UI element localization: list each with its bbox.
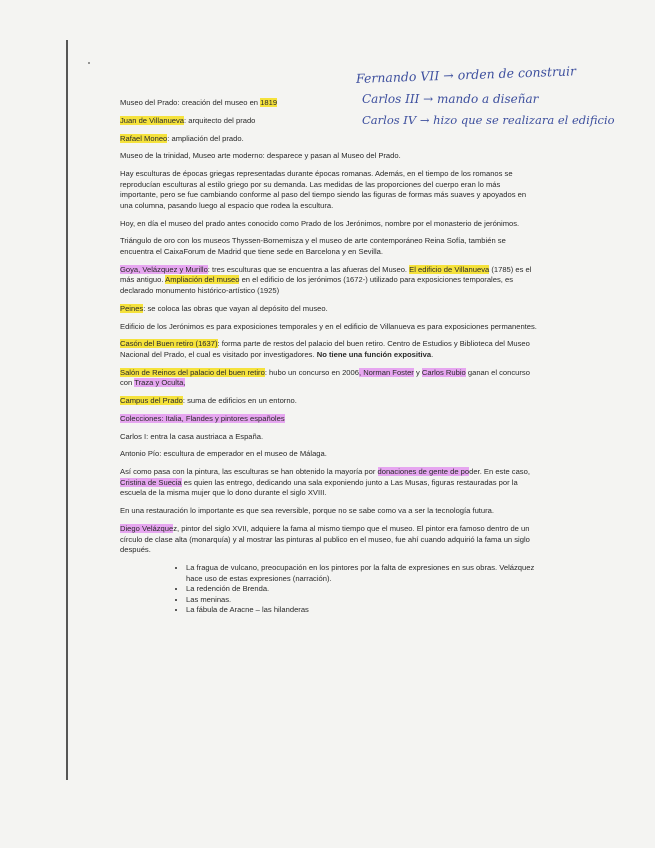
highlight: Rafael Moneo [120,133,168,143]
text: y [413,367,422,377]
scan-speck [88,62,90,64]
paragraph [120,339,538,360]
highlight: Casón del Buen retiro (1637) [120,339,218,349]
text: En una restauración lo importante es que sea reversible, porque no se sabe como va a ser la tecnología futura. [120,506,495,516]
highlight: Peines [120,303,144,313]
paragraph [120,304,538,315]
text: Hay esculturas de épocas griegas representadas durante épocas romanas. Además, en el tiempo de los romanos se reproducían esculturas al estilo griego por su demanda. Las medidas de las proporciones del cuerpo eran lo más importante, pero se fue cambiando conforme al paso del tiempo siendo las figuras de formas más suaves y apoyados en una columna, pasando luego al espacio que rodea la escultura. [120,169,527,210]
list-item: • La fábula de Aracne – las hilanderas [186,605,538,616]
text: Museo de la trinidad, Museo arte moderno: desparece y pasan al Museo del Prado. [120,151,401,161]
highlight: Carlos Rubio [421,367,466,377]
bold-text: No tiene una función expositiva [316,349,432,359]
handwritten-note: Carlos IV → hizo que se realizara el edificio [362,113,615,127]
margin-rule [66,40,68,780]
handwritten-note: Fernando VII → orden de construir [355,63,577,86]
text: Antonio Pío: escultura de emperador en el museo de Málaga. [120,449,327,459]
paragraph [120,432,538,443]
handwritten-note: Carlos III → mando a diseñar [362,92,539,106]
text: : tres esculturas que se encuentra a las afueras del Museo. [207,264,410,274]
paragraph [120,265,538,297]
highlight: Juan de Villanueva [120,115,185,125]
list-item: • La fragua de vulcano, preocupación en los pintores por la falta de expresiones en sus obras. Velázquez hace uso de estas expresiones (narración). [186,563,538,584]
list-item: • La redención de Brenda. [186,584,538,595]
text: ganan el concurso con [120,367,530,388]
highlight: Colecciones: Italia, Flandes y pintores españoles [120,413,285,423]
text: en el edificio de los jerónimos (1672-) utilizado para exposiciones temporales, es declarado monumento histórico-artístico (1925) [120,275,513,296]
paragraph [120,414,538,425]
paragraph [120,169,538,211]
highlight: 1819 [260,98,278,107]
paragraph [120,236,538,257]
highlight: donaciones de gente de po [377,467,470,477]
highlight: El edificio de Villanueva [409,264,490,274]
paragraph [120,98,538,109]
text: Así como pasa con la pintura, las esculturas se han obtenido la mayoría por [120,467,378,477]
paragraph [120,396,538,407]
highlight: Goya, Velázquez y Murillo [120,264,208,274]
text: : arquitecto del prado [184,115,256,125]
text: Edificio de los Jerónimos es para exposiciones temporales y en el edificio de Villanueva es para exposiciones permanentes. [120,321,537,331]
paragraph [120,322,538,333]
highlight: Cristina de Suecia [120,477,182,487]
bullet-list [120,563,538,616]
text: Hoy, en día el museo del prado antes conocido como Prado de los Jerónimos, nombre por el monasterio de jerónimos. [120,218,520,228]
paragraph [120,506,538,517]
highlight: Ampliación del museo [165,275,240,285]
highlight: Diego Velázque [120,524,174,533]
text: . [431,349,434,359]
paragraph [120,151,538,162]
text: : forma parte de restos del palacio del buen retiro. Centro de Estudios y Biblioteca del Museo Nacional del Prado, el cual es visitado por investigadores. [120,339,530,359]
text: z, pintor del siglo XVII, adquiere la fama al mismo tiempo que el museo. El pintor era famoso dentro de un círculo de clase alta (monarquía) y al mostrar las pinturas al publico en el museo, fue ahí cuando adquirió la fama un siglo después. [120,524,530,555]
paragraph [120,134,538,145]
text: : suma de edificios en un entorno. [182,396,297,406]
text: Triángulo de oro con los museos Thyssen-Bornemisza y el museo de arte contemporáneo Reina Sofía, también se encuentra el CaixaForum de Madrid que tiene sede en Barcelona y en Sevilla. [120,236,506,257]
paragraph [120,467,538,499]
text: : ampliación del prado. [167,133,244,143]
paragraph [120,219,538,230]
paragraph [120,449,538,460]
highlight: Campus del Prado [120,396,183,406]
highlight: Salón de Reinos del palacio del buen retiro [120,367,265,377]
highlight: Traza y Oculta, [134,378,186,388]
text: es quien las entrego, dedicando una sala exponiendo junto a Las Musas, figuras restauradas por la escuela de la misma mujer que lo dono durante el siglo XVIII. [120,477,518,498]
list-item: • Las meninas. [186,595,538,606]
text: (1785) es el más antiguo. [120,264,532,285]
paragraph [120,524,538,556]
text: : hubo un concurso en 2006 [264,367,359,377]
highlight: , Norman Foster [358,367,414,377]
paragraph [120,368,538,389]
document-body [120,98,538,616]
text: der. En este caso, [469,467,530,477]
text: : se coloca las obras que vayan al depósito del museo. [143,303,328,313]
text: Carlos I: entra la casa austriaca a España. [120,431,264,441]
paragraph [120,116,538,127]
text: Museo del Prado: creación del museo en [120,98,261,107]
